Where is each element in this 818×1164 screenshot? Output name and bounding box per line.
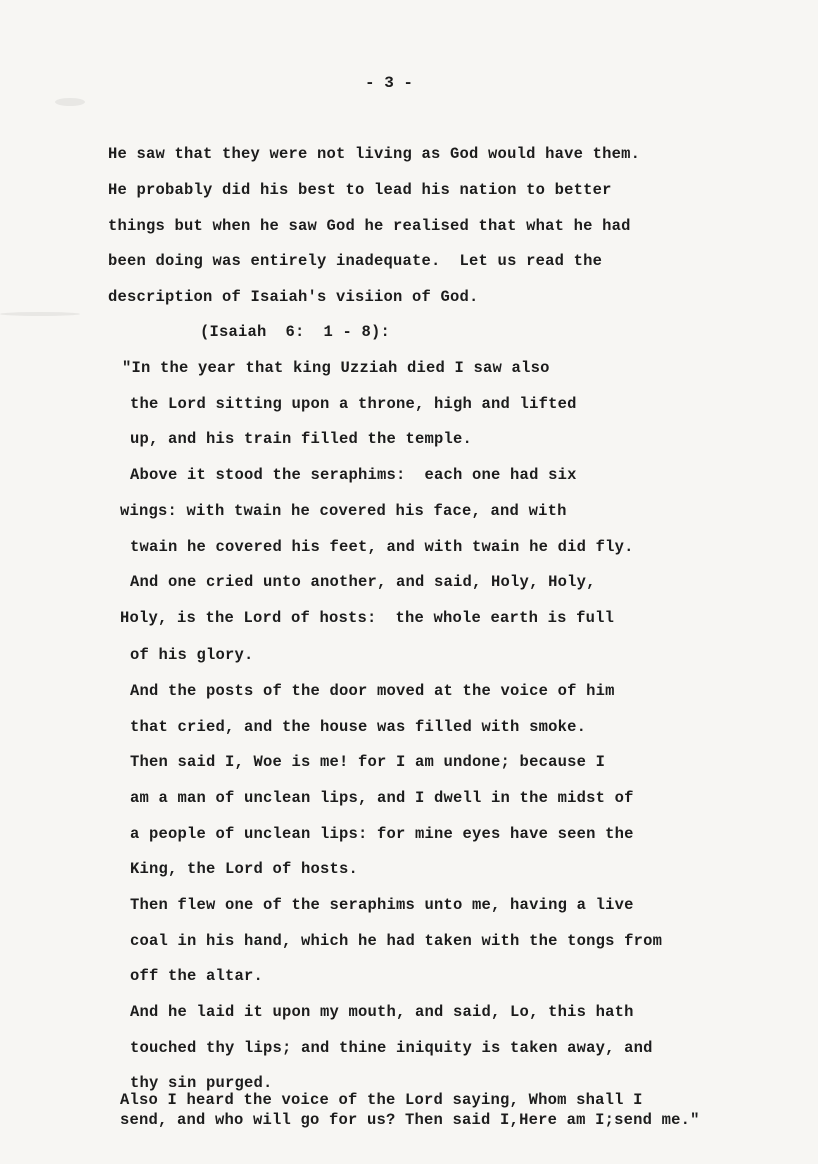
quote-line: wings: with twain he covered his face, and with	[120, 502, 567, 520]
quote-line: up, and his train filled the temple.	[130, 430, 473, 448]
quote-line: Above it stood the seraphims: each one had six	[130, 466, 577, 484]
quote-line: And the posts of the door moved at the voice of him	[130, 682, 615, 700]
quote-line: touched thy lips; and thine iniquity is taken away, and	[130, 1039, 653, 1057]
quote-line: And one cried unto another, and said, Holy, Holy,	[130, 573, 596, 591]
quote-line: a people of unclean lips: for mine eyes have seen the	[130, 825, 634, 843]
quote-line: Then flew one of the seraphims unto me, having a live	[130, 896, 634, 914]
quote-line: And he laid it upon my mouth, and said, Lo, this hath	[130, 1003, 634, 1021]
quote-line: am a man of unclean lips, and I dwell in the midst of	[130, 789, 634, 807]
closing-line: Also I heard the voice of the Lord saying, Whom shall I	[120, 1091, 643, 1109]
paper-smudge	[55, 98, 85, 106]
body-line: been doing was entirely inadequate. Let us read the	[108, 252, 603, 270]
scripture-reference: (Isaiah 6: 1 - 8):	[200, 323, 391, 341]
quote-line: the Lord sitting upon a throne, high and lifted	[130, 395, 577, 413]
quote-line: that cried, and the house was filled with smoke.	[130, 718, 587, 736]
quote-line: King, the Lord of hosts.	[130, 860, 359, 878]
quote-line: of his glory.	[130, 646, 254, 664]
quote-line: "In the year that king Uzziah died I saw also	[122, 359, 550, 377]
closing-line: send, and who will go for us? Then said I,Here am I;send me."	[120, 1111, 700, 1129]
quote-line: thy sin purged.	[130, 1074, 273, 1092]
paper-smudge	[0, 312, 80, 316]
page-number: - 3 -	[365, 74, 414, 92]
body-line: He saw that they were not living as God would have them.	[108, 145, 641, 163]
quote-line: coal in his hand, which he had taken with the tongs from	[130, 932, 663, 950]
quote-line: Then said I, Woe is me! for I am undone; because I	[130, 753, 606, 771]
quote-line: Holy, is the Lord of hosts: the whole earth is full	[120, 609, 615, 627]
body-line: description of Isaiah's visiion of God.	[108, 288, 479, 306]
body-line: things but when he saw God he realised that what he had	[108, 217, 631, 235]
quote-line: off the altar.	[130, 967, 264, 985]
quote-line: twain he covered his feet, and with twain he did fly.	[130, 538, 634, 556]
body-line: He probably did his best to lead his nation to better	[108, 181, 612, 199]
